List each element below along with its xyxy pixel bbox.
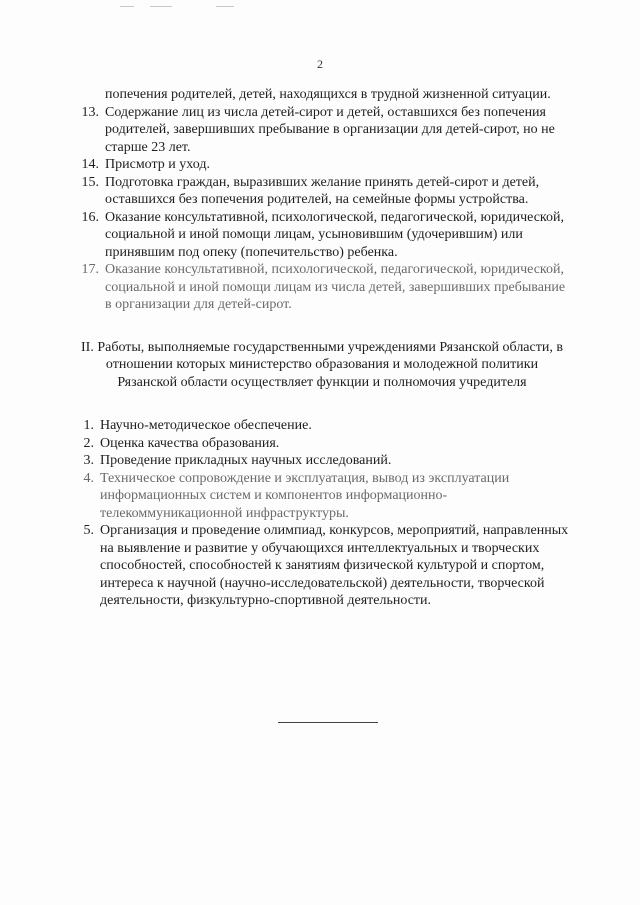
page-number: 2: [317, 57, 323, 71]
item-number: 2.: [83, 435, 94, 451]
item-number: 16.: [81, 209, 99, 225]
list-item: [72, 452, 572, 470]
item-text: Проведение прикладных научных исследований.: [100, 453, 392, 468]
item-text: Содержание лиц из числа детей-сирот и детей, оставшихся без попечения родителей, завершивших пребывание в организации для детей-сирот, но не старше 23 лет.: [105, 104, 555, 155]
item-number: 3.: [83, 453, 94, 468]
list-item: [72, 470, 572, 523]
item-text: Оказание консультативной, психологической, педагогической, юридической, социальной и иной помощи лицам из числа детей, завершивших пребывание в организации для детей-сирот.: [105, 262, 566, 312]
list-item: [72, 156, 572, 174]
works-list: [72, 417, 572, 610]
section-heading: II. Работы, выполняемые государственными учреждениями Рязанской области, в отношении которых министерство образования и молодежной политики Рязанской области осуществляет функции и полномочия учредителя: [81, 339, 563, 390]
document-body: [72, 86, 572, 610]
list-item: [72, 261, 572, 314]
item-number: 13.: [81, 104, 99, 120]
item-text: Оказание консультативной, психологической, педагогической, юридической, социальной и иной помощи лицам, усыновившим (удочерившим) или принявшим под опеку (попечительство) ребенка.: [105, 209, 564, 260]
list-item: [72, 104, 572, 157]
item-text: Организация и проведение олимпиад, конкурсов, мероприятий, направленных на выявление и развитие у обучающихся интеллектуальных и творческих способностей, способностей к занятиям физической культурой и спортом, интереса к научной (научно-исследовательской) деятельности, творческой деятельности, физкультурно-спортивной деятельности.: [100, 523, 569, 608]
item-text: Подготовка граждан, выразивших желание принять детей-сирот и детей, оставшихся без попечения родителей, на семейные формы устройства.: [105, 174, 540, 207]
item-number: 15.: [81, 174, 99, 190]
end-rule: [278, 722, 378, 723]
continuation-paragraph: попечения родителей, детей, находящихся в трудной жизненной ситуации.: [105, 87, 551, 102]
item-number: 4.: [83, 470, 94, 486]
scan-artifact: [120, 6, 260, 12]
list-item: [72, 417, 572, 435]
item-number: 5.: [83, 523, 94, 538]
list-item: [72, 174, 572, 209]
item-number: 14.: [81, 157, 99, 172]
services-list: [72, 104, 572, 314]
list-item: [72, 209, 572, 262]
list-item: [72, 522, 572, 610]
list-item: [72, 435, 572, 453]
item-number: 17.: [81, 262, 99, 277]
item-text: Оценка качества образования.: [100, 435, 280, 451]
item-text: Научно-методическое обеспечение.: [100, 418, 312, 433]
item-text: Техническое сопровождение и эксплуатация, вывод из эксплуатации информационных систем и компонентов информационно-телекоммуникационной инфраструктуры.: [100, 470, 510, 521]
item-text: Присмотр и уход.: [105, 157, 210, 172]
item-number: 1.: [83, 418, 94, 433]
